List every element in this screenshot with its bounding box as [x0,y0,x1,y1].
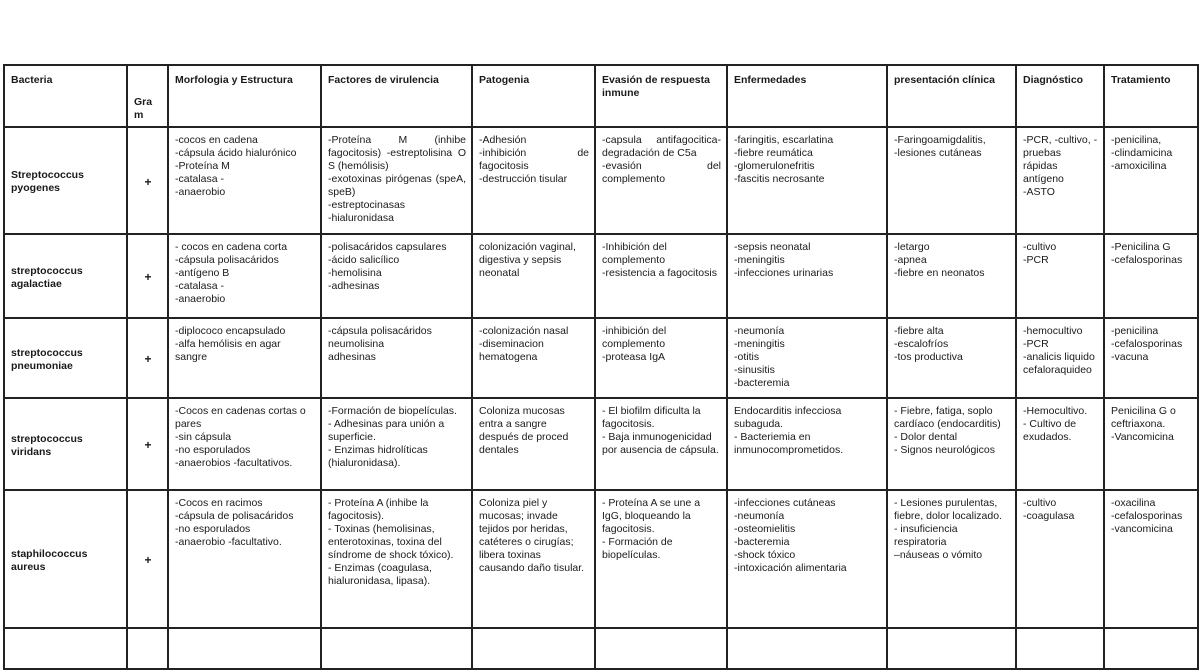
cell-bacteria: streptococcus viridans [4,398,127,490]
cell-morfologia: -cocos en cadena -cápsula ácido hialurónico -Proteína M -catalasa - -anaerobio [168,127,321,234]
cell-morfologia: -Cocos en racimos -cápsula de polisacáridos -no esporulados -anaerobio -facultativo. [168,490,321,628]
cell-diagnostico: -cultivo -coagulasa [1016,490,1104,628]
header-tratamiento: Tratamiento [1104,65,1198,127]
cell-bacteria: Streptococcus pyogenes [4,127,127,234]
cell-presentacion: - Lesiones purulentas, fiebre, dolor localizado. - insuficiencia respiratoria –náuseas o vómito [887,490,1016,628]
cell-morfologia: - cocos en cadena corta -cápsula polisacáridos -antígeno B -catalasa - -anaerobio [168,234,321,318]
cell-tratamiento: -penicilina -cefalosporinas -vacuna [1104,318,1198,398]
cell-enfermedades: -faringitis, escarlatina -fiebre reumática -glomerulonefritis -fascitis necrosante [727,127,887,234]
cell-empty [168,628,321,669]
cell-factores: -Proteína M (inhibe fagocitosis) -estreptolisina O S (hemólisis) -exotoxinas pirógenas (speA, speB) -estreptocinasas -hialuronidasa [321,127,472,234]
cell-enfermedades: -infecciones cutáneas -neumonía -osteomielitis -bacteremia -shock tóxico -intoxicación alimentaria [727,490,887,628]
header-factores: Factores de virulencia [321,65,472,127]
header-enfermedades: Enfermedades [727,65,887,127]
cell-evasion: -Inhibición del complemento -resistencia a fagocitosis [595,234,727,318]
cell-factores: - Proteína A (inhibe la fagocitosis). - Toxinas (hemolisinas, enterotoxinas, toxina del síndrome de shock tóxico). - Enzimas (coagulasa, hialuronidasa, lipasa). [321,490,472,628]
cell-enfermedades: -sepsis neonatal -meningitis -infecciones urinarias [727,234,887,318]
cell-bacteria: staphilococcus aureus [4,490,127,628]
cell-empty [1016,628,1104,669]
cell-gram: + [127,398,168,490]
cell-empty [321,628,472,669]
cell-empty [127,628,168,669]
cell-evasion: -inhibición del complemento -proteasa IgA [595,318,727,398]
table-row [4,234,1198,318]
cell-diagnostico: -Hemocultivo. - Cultivo de exudados. [1016,398,1104,490]
header-diagnostico: Diagnóstico [1016,65,1104,127]
table-row [4,398,1198,490]
cell-evasion: - El biofilm dificulta la fagocitosis. - Baja inmunogenicidad por ausencia de cápsula. [595,398,727,490]
cell-presentacion: -Faringoamigdalitis, -lesiones cutáneas [887,127,1016,234]
cell-factores: -cápsula polisacáridos neumolisina adhesinas [321,318,472,398]
cell-tratamiento: -Penicilina G -cefalosporinas [1104,234,1198,318]
header-gram: Gra m [127,65,168,127]
cell-bacteria: streptococcus agalactiae [4,234,127,318]
cell-diagnostico: -PCR, -cultivo, -pruebas rápidas antígeno -ASTO [1016,127,1104,234]
cell-tratamiento: -penicilina, -clindamicina -amoxicilina [1104,127,1198,234]
cell-empty [727,628,887,669]
cell-enfermedades: -neumonía -meningitis -otitis -sinusitis -bacteremia [727,318,887,398]
cell-bacteria: streptococcus pneumoniae [4,318,127,398]
cell-patogenia: -Adhesión -inhibición de fagocitosis -destrucción tisular [472,127,595,234]
header-presentacion: presentación clínica [887,65,1016,127]
cell-patogenia: Coloniza piel y mucosas; invade tejidos por heridas, catéteres o cirugías; libera toxinas causando daño tisular. [472,490,595,628]
table-row [4,127,1198,234]
cell-empty [472,628,595,669]
cell-presentacion: -letargo -apnea -fiebre en neonatos [887,234,1016,318]
cell-patogenia: Coloniza mucosas entra a sangre después de proced dentales [472,398,595,490]
cell-enfermedades: Endocarditis infecciosa subaguda. - Bacteriemia en inmunocomprometidos. [727,398,887,490]
cell-patogenia: -colonización nasal -diseminacion hematogena [472,318,595,398]
cell-gram: + [127,318,168,398]
cell-empty [4,628,127,669]
cell-patogenia: colonización vaginal, digestiva y sepsis neonatal [472,234,595,318]
cell-gram: + [127,127,168,234]
cell-evasion: - Proteína A se une a IgG, bloqueando la fagocitosis. - Formación de biopelículas. [595,490,727,628]
cell-empty [887,628,1016,669]
cell-gram: + [127,490,168,628]
cell-empty [1104,628,1198,669]
cell-factores: -polisacáridos capsulares -ácido salicílico -hemolisina -adhesinas [321,234,472,318]
cell-empty [595,628,727,669]
cell-presentacion: -fiebre alta -escalofríos -tos productiva [887,318,1016,398]
cell-presentacion: - Fiebre, fatiga, soplo cardíaco (endocarditis) - Dolor dental - Signos neurológicos [887,398,1016,490]
table-row [4,490,1198,628]
cell-evasion: -capsula antifagocitica-degradación de C5a -evasión del complemento [595,127,727,234]
bacteria-table [3,64,1199,670]
cell-factores: -Formación de biopelículas. - Adhesinas para unión a superficie. - Enzimas hidrolíticas (hialuronidasa). [321,398,472,490]
table-row-partial [4,628,1198,669]
header-patogenia: Patogenia [472,65,595,127]
table-row [4,318,1198,398]
cell-tratamiento: Penicilina G o ceftriaxona. -Vancomicina [1104,398,1198,490]
header-row [4,65,1198,127]
cell-morfologia: -Cocos en cadenas cortas o pares -sin cápsula -no esporulados -anaerobios -facultativos. [168,398,321,490]
cell-gram: + [127,234,168,318]
cell-morfologia: -diplococo encapsulado -alfa hemólisis en agar sangre [168,318,321,398]
cell-diagnostico: -cultivo -PCR [1016,234,1104,318]
header-evasion: Evasión de respuesta inmune [595,65,727,127]
header-morfologia: Morfologia y Estructura [168,65,321,127]
header-bacteria: Bacteria [4,65,127,127]
cell-tratamiento: -oxacilina -cefalosporinas -vancomicina [1104,490,1198,628]
cell-diagnostico: -hemocultivo -PCR -analicis liquido cefaloraquideo [1016,318,1104,398]
